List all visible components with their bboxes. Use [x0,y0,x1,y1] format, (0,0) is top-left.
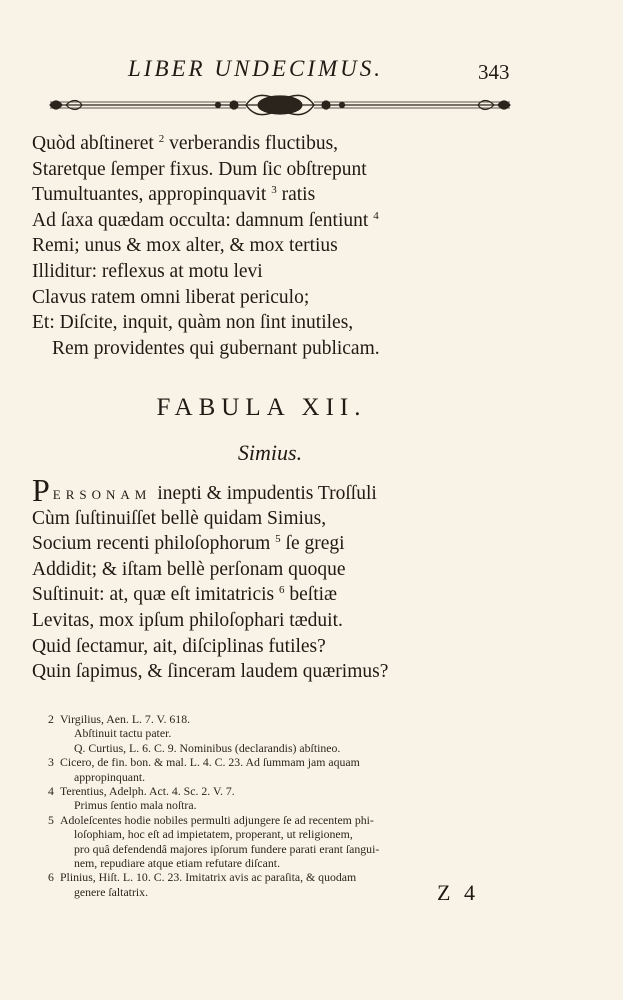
footnote-text: nem, repudiare atque etiam refutare diſcant. [74,856,281,871]
verse-line [32,531,388,557]
footnote-number: 2 [48,712,54,726]
verse-line [32,131,380,157]
verse-text: Tumultuantes, appropinquavit [32,184,272,206]
verse-line [32,557,388,583]
footnote [48,813,518,871]
verse-top [32,131,380,361]
verse-line [32,182,380,208]
verse-text: Illiditur: reflexus at motu levi [32,260,263,282]
verse-text: Quin ſapimus, & ſinceram laudem quærimus? [32,661,389,683]
footnote-number: 5 [48,812,54,827]
footnote-number: 6 [48,870,54,885]
verse-text: beſtiæ [284,584,338,606]
verse-text: Cùm ſuſtinuiſſet bellè quidam Simius, [32,507,327,529]
verse-line [32,259,380,285]
footnote-number: 4 [48,784,54,799]
footnote-number: 3 [48,755,54,770]
signature-mark: Z 4 [437,880,479,905]
verse-text: inepti & impudentis Troſſuli [157,483,377,504]
verse-text: Addidit; & iſtam bellè perſonam quoque [32,558,346,580]
verse-text: Levitas, mox ipſum philoſophari tæduit. [32,609,343,631]
verse-text: ratis [276,184,316,206]
verse-line [32,310,380,336]
running-title: LIBER UNDECIMUS. [128,56,383,81]
fabula-subtitle: Simius. [237,440,303,465]
verse-text: Socium recenti philoſophorum [32,533,276,555]
footnote-text: Q. Curtius, L. 6. C. 9. Nominibus (declarandis) abſtineo. [74,740,341,755]
footnote-marker: 4 [373,209,379,222]
footnote-text: genere ſaltatrix. [74,884,149,899]
verse-line [32,157,380,183]
page-number: 343 [478,60,510,84]
footnote-text: loſophiam, hoc eſt ad impietatem, properant, ut religionem, [74,827,353,842]
footnote-marker: 6 [279,584,285,597]
footnote-text: Cicero, de fin. bon. & mal. L. 4. C. 23. Ad ſummam jam aquam [60,755,360,770]
footnote-text: Abſtinuit tactu pater. [74,726,172,741]
footnote-text: Virgilius, Aen. L. 7. V. 618. [60,712,191,726]
verse-text: verberandis fluctibus, [164,133,339,154]
footnote-text: pro quâ defendendâ majores ipſorum fundere parati erant ſangui- [74,841,380,856]
verse-text: Clavus ratem omni liberat periculo; [32,286,310,308]
footnote-text: Terentius, Adelph. Act. 4. Sc. 2. V. 7. [60,784,235,799]
verse-text: Staretque ſemper fixus. Dum ſic obſtrepunt [32,158,367,180]
verse-bottom [32,472,389,685]
verse-text: Suſtinuit: at, quæ eſt imitatricis [32,584,279,606]
verse-line [32,285,380,311]
verse-text: ſe gregi [280,533,345,555]
footnote-text: appropinquant. [74,769,146,784]
smallcaps-word: ERSONAM [52,487,152,502]
verse-line [32,659,388,685]
footnote-text: Adoleſcentes hodie nobiles permulti adjungere ſe ad recentem phi- [60,812,374,827]
footnote [48,755,518,784]
footnote-text: Primus ſentio mala noſtra. [74,798,197,813]
verse-line [32,506,388,532]
verse-line [32,608,388,634]
verse-text: Ad ſaxa quædam occulta: damnum ſentiunt [32,209,374,231]
drop-initial: P [32,472,50,508]
footnote-marker: 2 [158,133,165,145]
footnote [48,784,518,813]
verse-text: Rem providentes qui gubernant publicam. [52,337,380,359]
running-head [0,56,623,86]
verse-line [32,208,380,234]
verse-line [32,634,388,660]
verse-text: Et: Diſcite, inquit, quàm non ſint inutiles, [32,312,354,334]
verse-line [32,336,380,362]
verse-line [32,582,388,608]
verse-text: Quòd abſtineret [32,133,159,154]
verse-text: Quid ſectamur, ait, diſciplinas futiles? [32,635,326,657]
decorative-rule-icon [46,92,514,118]
fabula-heading: FABULA XII. [156,394,367,421]
footnote-marker: 3 [271,184,277,197]
verse-text: Remi; unus & mox alter, & mox tertius [32,235,338,257]
verse-line [32,472,388,508]
footnote-marker: 5 [275,533,281,546]
footnote [48,712,518,755]
verse-line [32,233,380,259]
footnotes [48,712,518,899]
footnote-text: Plinius, Hiſt. L. 10. C. 23. Imitatrix avis ac paraſita, & quodam [60,870,357,885]
